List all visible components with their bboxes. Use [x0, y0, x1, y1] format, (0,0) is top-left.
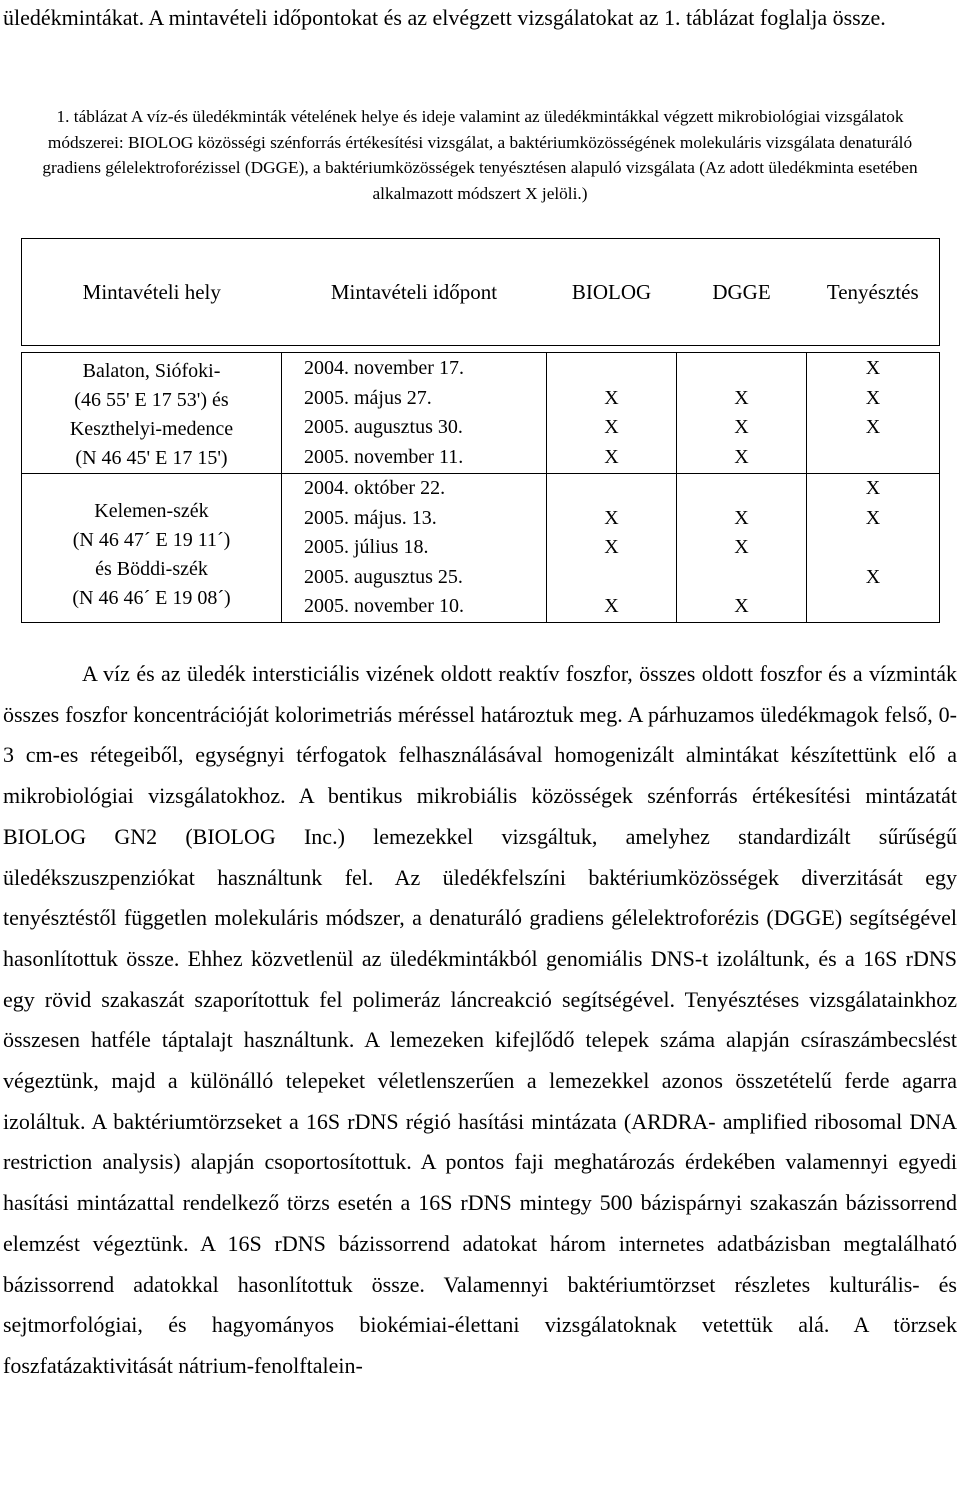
tenyesztes-mark: X: [865, 357, 881, 379]
biolog-mark: X: [604, 536, 619, 558]
sample-date: 2004. október 22.: [304, 477, 446, 499]
dgge-mark: [677, 354, 806, 384]
tenyesztes-mark: [807, 533, 939, 563]
dgge-mark: X: [734, 386, 749, 409]
biolog-mark: X: [604, 386, 619, 409]
biolog-mark: X: [604, 445, 619, 468]
table-header-row: [22, 239, 940, 346]
header-location: Mintavételi hely: [22, 239, 282, 346]
header-tenyesztes: Tenyésztés: [807, 239, 940, 346]
sample-date: 2005. május 27.: [304, 386, 432, 409]
header-date: Mintavételi időpont: [282, 239, 547, 346]
sample-date: 2005. november 10.: [304, 595, 464, 617]
methods-paragraph: [3, 654, 957, 1387]
dgge-mark: [677, 474, 806, 504]
tenyesztes-mark: X: [865, 565, 881, 588]
header-biolog: BIOLOG: [547, 239, 677, 346]
biolog-mark: [547, 563, 676, 593]
header-dgge: DGGE: [677, 239, 807, 346]
location-balaton: Balaton, Siófoki- (46 55' E 17 53') és Keszthelyi-medence (N 46 45' E 17 15'): [22, 353, 282, 474]
sample-date: 2005. július 18.: [304, 536, 429, 558]
tenyesztes-mark: X: [865, 477, 881, 499]
dgge-mark: X: [734, 536, 749, 558]
sample-date: 2004. november 17.: [304, 357, 464, 379]
tenyesztes-mark: X: [865, 506, 881, 529]
biolog-mark: X: [604, 416, 619, 438]
sampling-table: [21, 238, 940, 623]
biolog-mark: X: [604, 595, 619, 617]
sample-date: 2005. november 11.: [304, 445, 464, 468]
tenyesztes-mark: X: [865, 386, 881, 409]
group-balaton: [22, 353, 940, 474]
dgge-mark: [677, 563, 806, 593]
tenyesztes-mark: [807, 592, 939, 622]
biolog-mark: [547, 474, 676, 504]
tenyesztes-mark: [807, 443, 939, 473]
dgge-mark: X: [734, 595, 749, 617]
biolog-mark: X: [604, 506, 619, 529]
tenyesztes-mark: X: [865, 416, 881, 438]
group-szek: [22, 474, 940, 623]
table-caption: 1. táblázat A víz-és üledékminták vételének helye és ideje valamint az üledékmintákkal végzett mikrobiológiai vizsgálatok módszerei: BIOLOG közösségi szénforrás értékesítési vizsgálat, a baktériumközösségének molekuláris vizsgálata denaturáló gradiens gélelektroforézissel (DGGE), a baktériumközösségek tenyésztésen alapuló vizsgálata (Az adott üledékminta esetében alkalmazott módszert X jelöli.): [42, 107, 918, 203]
biolog-mark: [547, 354, 676, 384]
location-szek: Kelemen-szék (N 46 47´ E 19 11´) és Böddi-szék (N 46 46´ E 19 08´): [22, 474, 282, 623]
sample-date: 2005. május. 13.: [304, 506, 437, 529]
sample-date: 2005. augusztus 25.: [304, 565, 463, 588]
dgge-mark: X: [734, 416, 749, 438]
intro-paragraph: üledékmintákat. A mintavételi időpontokat és az elvégzett vizsgálatokat az 1. táblázat foglalja össze.: [3, 5, 886, 30]
sample-date: 2005. augusztus 30.: [304, 416, 463, 438]
methods-text: A víz és az üledék intersticiális vizének oldott reaktív foszfor, összes oldott foszfor és a vízminták összes foszfor koncentrációját kolorimetriás méréssel határoztuk meg. A párhuzamos üledékmagok felső, 0-3 cm-es rétegeiből, egységnyi térfogatok felhasználásával homogenizált almintákat készítettünk elő a mikrobiológiai vizsgálatokhoz. A bentikus mikrobiális közösségek szénforrás értékesítési mintázatát BIOLOG GN2 (BIOLOG Inc.) lemezekkel vizsgáltuk, amelyhez standardizált sűrűségű üledékszuszpenziókat használtunk fel. Az üledékfelszíni baktériumközösségek diverzitását egy tenyésztéstől független molekuláris módszer, a denaturáló gradiens gélelektroforézis (DGGE) segítségével hasonlítottuk össze. Ehhez közvetlenül az üledékmintákból genomiális DNS-t izoláltunk, és a 16S rDNS egy rövid szakaszát szaporítottuk fel polimeráz láncreakció segítségével. Tenyésztéses vizsgálatainkhoz összesen hatféle táptalajt használtunk. A lemezeken kifejlődő telepek száma alapján csíraszámbecslést végeztünk, majd a különálló telepeket véletlenszerűen a lemezekkel azonos összetételű ferde agarra izoláltuk. A baktériumtörzseket a 16S rDNS régió hasítási mintázata (ARDRA- amplified ribosomal DNA restriction analysis) alapján csoportosítottuk. A pontos faji meghatározás érdekében valamennyi egyedi hasítási mintázattal rendelkező törzs esetén a 16S rDNS mintegy 500 bázispárnyi szakaszán bázissorrend elemzést végeztünk. A 16S rDNS bázissorrend adatokat három internetes adatbázisban megtalálható bázissorrend adatokkal hasonlítottuk össze. Valamennyi baktériumtörzset részletes kulturális- és sejtmorfológiai, és hagyományos biokémiai-élettani vizsgálatoknak vetettük alá. A törzsek foszfatázaktivitását nátrium-fenolftalein-: [3, 661, 957, 1378]
dgge-mark: X: [734, 506, 749, 529]
dgge-mark: X: [734, 445, 749, 468]
